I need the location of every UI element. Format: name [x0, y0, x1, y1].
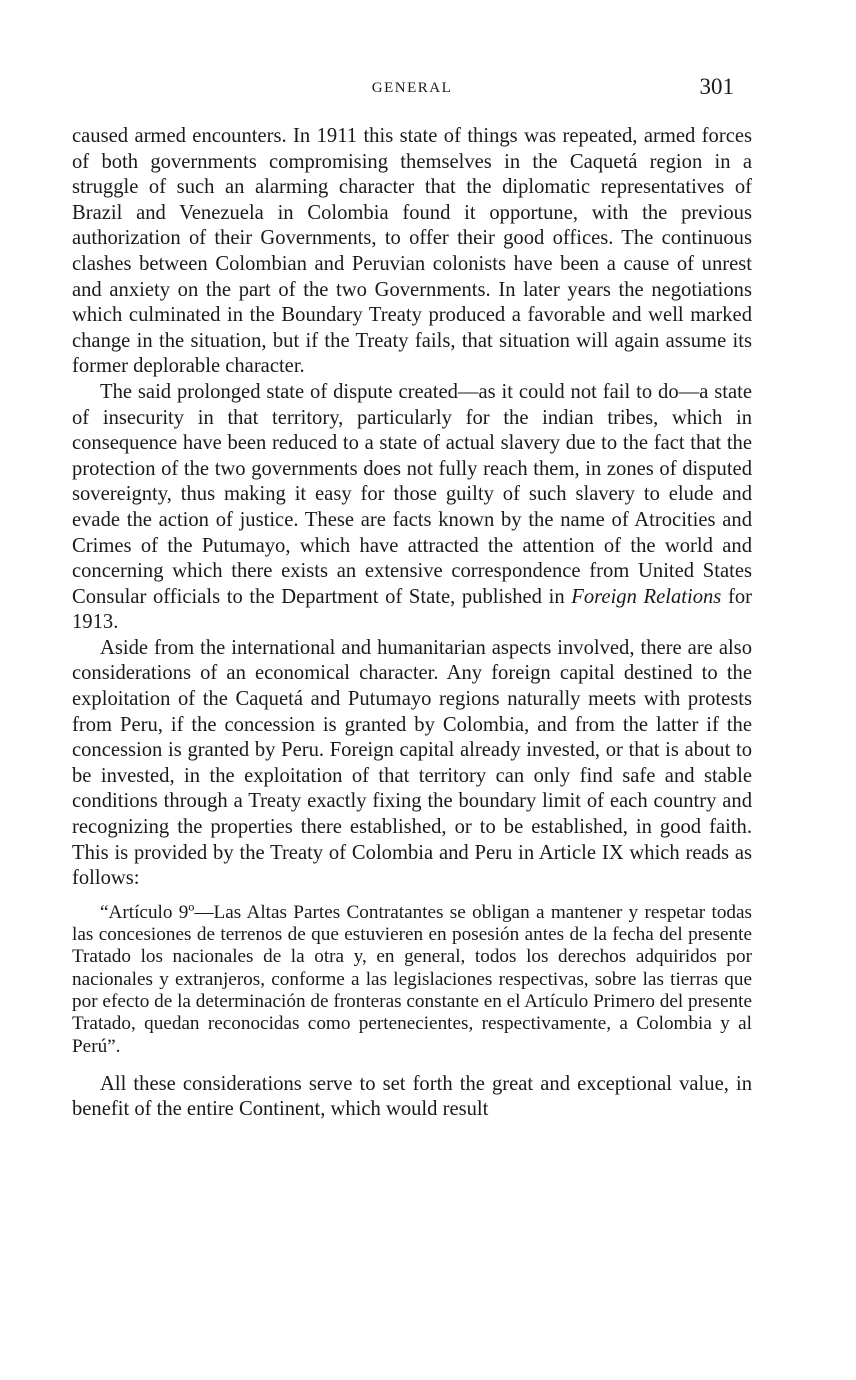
publication-title: Foreign Relations	[571, 585, 722, 608]
paragraph-putumayo-text: The said prolonged state of dispute created—as it could not fail to do—a state of insecurity in that territory, particularly for the indian tribes, which in consequence have been reduced to a state of actual slavery due to the fact that the protection of the two governments does not fully reach them, in zones of disputed sovereignty, thus making it easy for those guilty of such slavery to elude and evade the action of justice. These are facts known by the name of Atrocities and Crimes of the Putumayo, which have attracted the attention of the world and concerning which there exists an extensive correspondence from United States Consular officials to the Department of State, published in	[72, 380, 752, 608]
page-header	[72, 74, 752, 104]
paragraph-putumayo-tail: for 1913.	[72, 585, 752, 634]
running-head: GENERAL	[371, 80, 453, 96]
paragraph-economic: Aside from the international and humanitarian aspects involved, there are also considerations of an economical character. Any foreign capital destined to the exploitation of the Caquetá and Putumayo regions naturally meets with protests from Peru, if the concession is granted by Colombia, and from the latter if the concession is granted by Peru. Foreign capital already invested, or that is about to be invested, in the exploitation of that territory can only find safe and stable conditions through a Treaty exactly fixing the boundary limit of each country and recognizing the properties there established, or to be established, in good faith. This is provided by the Treaty of Colombia and Peru in Article IX which reads as follows:	[72, 636, 752, 890]
paragraph-putumayo	[72, 380, 752, 636]
paragraph-closing: All these considerations serve to set forth the great and exceptional value, in benefit of the entire Continent, which would result	[72, 1072, 752, 1121]
treaty-quote: “Artículo 9º—Las Altas Partes Contratantes se obligan a mantener y respetar todas las concesiones de terrenos de que estuvieren en posesión antes de la fecha del presente Tratado los nacionales de la otra y, en general, todos los derechos adquiridos por nacionales y extranjeros, conforme a las legislaciones respectivas, sobre las tierras que por efecto de la determinación de fronteras constante en el Artículo Primero del presente Tratado, quedan reconocidas como pertenecientes, respectivamente, a Colombia y al Perú”.	[72, 901, 752, 1057]
page-number: 301	[699, 74, 734, 99]
paragraph-continued: caused armed encounters. In 1911 this state of things was repeated, armed forces of both governments compromising themselves in the Caquetá region in a struggle of such an alarming character that the diplomatic representatives of Brazil and Venezuela in Colombia found it opportune, with the previous authorization of their Governments, to offer their good offices. The continuous clashes between Colombian and Peruvian colonists have been a cause of unrest and anxiety on the part of the two Governments. In later years the negotiations which culminated in the Boundary Treaty produced a favorable and well marked change in the situation, but if the Treaty fails, that situation will again assume its former deplorable character.	[72, 125, 752, 378]
body-text	[72, 124, 752, 1123]
